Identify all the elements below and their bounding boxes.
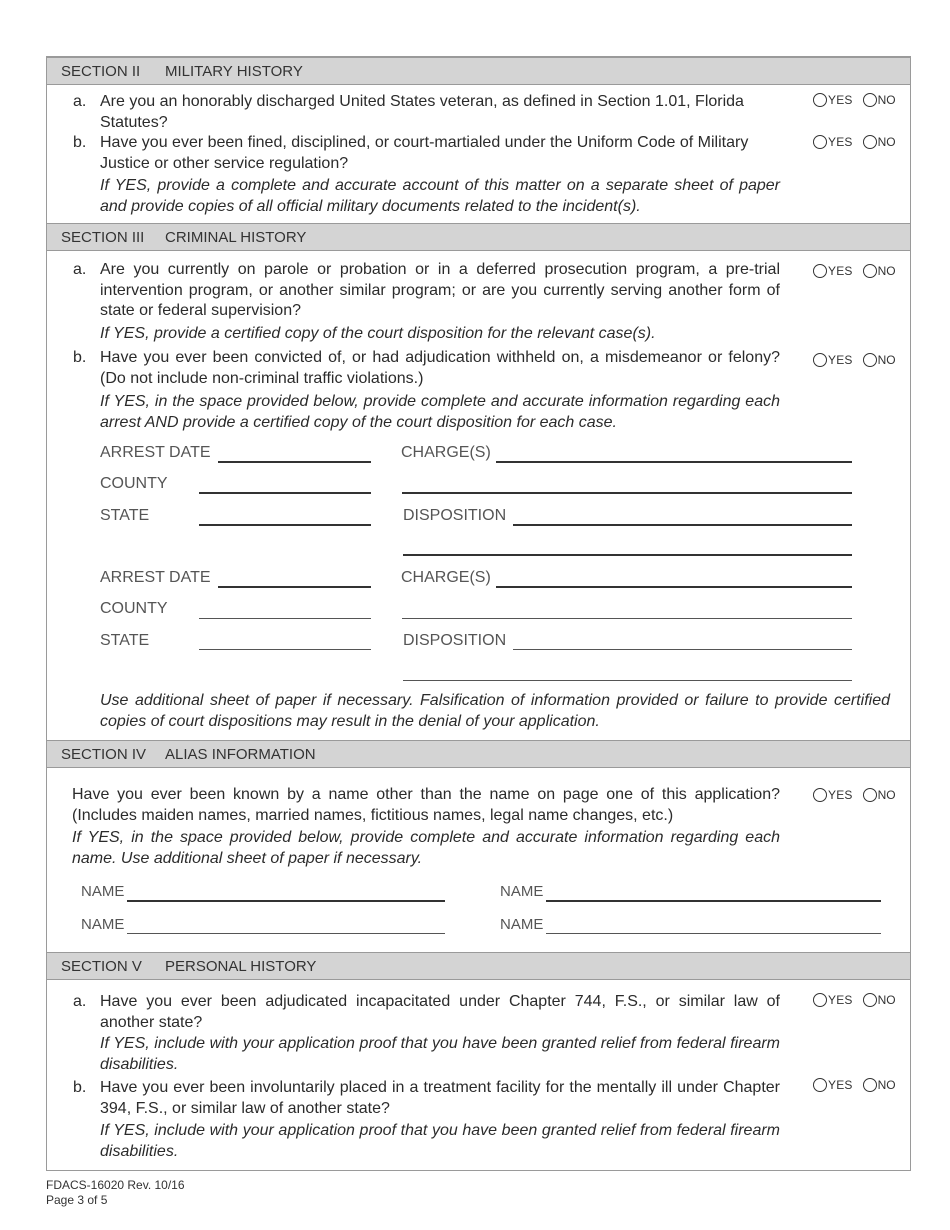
charges-label: CHARGE(S) xyxy=(401,444,491,461)
section-header-criminal xyxy=(47,223,910,251)
disposition-label: DISPOSITION xyxy=(403,507,507,524)
question-letter: a. xyxy=(73,993,87,1010)
disposition-field-1-line2[interactable] xyxy=(403,554,852,556)
question-letter: b. xyxy=(73,1079,87,1096)
criminal-b-instruction: If YES, in the space provided below, provide complete and accurate information regarding each arrest AND provide a certified copy of the court disposition for each case. xyxy=(100,393,780,431)
alias-name-field-2[interactable] xyxy=(546,900,881,902)
no-label: NO xyxy=(877,353,896,367)
yes-radio[interactable] xyxy=(813,264,827,278)
disposition-label: DISPOSITION xyxy=(403,632,507,649)
disposition-field-2[interactable] xyxy=(513,649,852,650)
criminal-question-b: Have you ever been convicted of, or had adjudication withheld on, a misdemeanor or felony? (Do not include non-criminal traffic violations.) xyxy=(100,349,780,387)
charges-field-1[interactable] xyxy=(496,461,852,463)
county-label: COUNTY xyxy=(100,475,168,492)
no-radio[interactable] xyxy=(863,135,877,149)
personal-a-answer xyxy=(813,993,896,1007)
military-a-answer xyxy=(813,93,896,107)
charges-field-2[interactable] xyxy=(496,586,852,588)
no-radio[interactable] xyxy=(863,93,877,107)
section-number: SECTION IV xyxy=(61,746,147,763)
no-label: NO xyxy=(877,93,896,107)
question-letter: b. xyxy=(73,349,87,366)
yes-label: YES xyxy=(828,1078,853,1092)
no-radio[interactable] xyxy=(863,993,877,1007)
no-label: NO xyxy=(877,1078,896,1092)
county-label: COUNTY xyxy=(100,600,168,617)
yes-radio[interactable] xyxy=(813,1078,827,1092)
yes-label: YES xyxy=(828,135,853,149)
county-field-1[interactable] xyxy=(199,492,371,494)
disposition-field-1[interactable] xyxy=(513,524,852,526)
page-number: Page 3 of 5 xyxy=(46,1193,108,1207)
alias-name-field-1[interactable] xyxy=(127,900,445,902)
section-header-alias xyxy=(47,740,910,768)
charges-label: CHARGE(S) xyxy=(401,569,491,586)
charges-field-2-line2[interactable] xyxy=(402,618,852,619)
no-label: NO xyxy=(877,264,896,278)
yes-label: YES xyxy=(828,93,853,107)
application-form xyxy=(46,56,911,1171)
section-title: MILITARY HISTORY xyxy=(165,63,303,80)
no-label: NO xyxy=(877,788,896,802)
yes-radio[interactable] xyxy=(813,135,827,149)
military-b-answer xyxy=(813,135,896,149)
personal-question-a: Have you ever been adjudicated incapacitated under Chapter 744, F.S., or similar law of another state? xyxy=(100,993,780,1031)
form-id: FDACS-16020 Rev. 10/16 xyxy=(46,1178,185,1192)
section-header-personal xyxy=(47,952,910,980)
section-title: ALIAS INFORMATION xyxy=(165,746,316,763)
state-field-2[interactable] xyxy=(199,649,371,650)
criminal-footnote: Use additional sheet of paper if necessary. Falsification of information provided or failure to provide certified copies of court dispositions may result in the denial of your application. xyxy=(100,692,890,730)
name-label: NAME xyxy=(500,883,544,900)
arrest-date-field-2[interactable] xyxy=(218,586,371,588)
criminal-b-answer xyxy=(813,353,896,367)
disposition-field-2-line2[interactable] xyxy=(403,680,852,681)
personal-question-b: Have you ever been involuntarily placed in a treatment facility for the mentally ill under Chapter 394, F.S., or similar law of another state? xyxy=(100,1079,780,1117)
question-letter: b. xyxy=(73,134,87,151)
section-number: SECTION III xyxy=(61,229,145,246)
question-letter: a. xyxy=(73,261,87,278)
no-label: NO xyxy=(877,135,896,149)
charges-field-1-line2[interactable] xyxy=(402,492,852,494)
arrest-date-label: ARREST DATE xyxy=(100,569,211,586)
section-header-military xyxy=(47,57,910,85)
yes-label: YES xyxy=(828,993,853,1007)
name-label: NAME xyxy=(500,916,544,933)
section-number: SECTION II xyxy=(61,63,141,80)
section-title: PERSONAL HISTORY xyxy=(165,958,317,975)
section-title: CRIMINAL HISTORY xyxy=(165,229,307,246)
no-radio[interactable] xyxy=(863,1078,877,1092)
personal-a-instruction: If YES, include with your application proof that you have been granted relief from federal firearm disabilities. xyxy=(100,1035,780,1073)
personal-b-instruction: If YES, include with your application proof that you have been granted relief from federal firearm disabilities. xyxy=(100,1122,780,1160)
arrest-date-label: ARREST DATE xyxy=(100,444,211,461)
alias-name-field-4[interactable] xyxy=(546,933,881,934)
name-label: NAME xyxy=(81,883,125,900)
no-radio[interactable] xyxy=(863,264,877,278)
yes-radio[interactable] xyxy=(813,353,827,367)
no-radio[interactable] xyxy=(863,353,877,367)
criminal-a-instruction: If YES, provide a certified copy of the court disposition for the relevant case(s). xyxy=(100,325,656,342)
section-number: SECTION V xyxy=(61,958,142,975)
yes-radio[interactable] xyxy=(813,93,827,107)
alias-answer xyxy=(813,788,896,802)
alias-name-field-3[interactable] xyxy=(127,933,445,934)
state-label: STATE xyxy=(100,507,150,524)
yes-radio[interactable] xyxy=(813,993,827,1007)
criminal-question-a: Are you currently on parole or probation or in a deferred prosecution program, a pre-trial intervention program, or another similar program; or are you currently serving another form of state or federal supervision? xyxy=(100,261,780,319)
county-field-2[interactable] xyxy=(199,618,371,619)
no-label: NO xyxy=(877,993,896,1007)
name-label: NAME xyxy=(81,916,125,933)
state-field-1[interactable] xyxy=(199,524,371,526)
arrest-date-field-1[interactable] xyxy=(218,461,371,463)
military-b-instruction: If YES, provide a complete and accurate account of this matter on a separate sheet of paper and provide copies of all official military documents related to the incident(s). xyxy=(100,177,780,215)
yes-label: YES xyxy=(828,353,853,367)
no-radio[interactable] xyxy=(863,788,877,802)
yes-label: YES xyxy=(828,788,853,802)
alias-instruction: If YES, in the space provided below, provide complete and accurate information regarding each name. Use additional sheet of paper if necessary. xyxy=(72,829,780,867)
military-question-a: Are you an honorably discharged United States veteran, as defined in Section 1.01, Florida Statutes? xyxy=(100,93,744,131)
personal-b-answer xyxy=(813,1078,896,1092)
state-label: STATE xyxy=(100,632,150,649)
yes-radio[interactable] xyxy=(813,788,827,802)
yes-label: YES xyxy=(828,264,853,278)
military-question-b: Have you ever been fined, disciplined, or court-martialed under the Uniform Code of Military Justice or other service regulation? xyxy=(100,134,749,172)
question-letter: a. xyxy=(73,93,87,110)
criminal-a-answer xyxy=(813,264,896,278)
alias-question: Have you ever been known by a name other than the name on page one of this application? (Includes maiden names, married names, fictitious names, legal name changes, etc.) xyxy=(72,786,780,824)
